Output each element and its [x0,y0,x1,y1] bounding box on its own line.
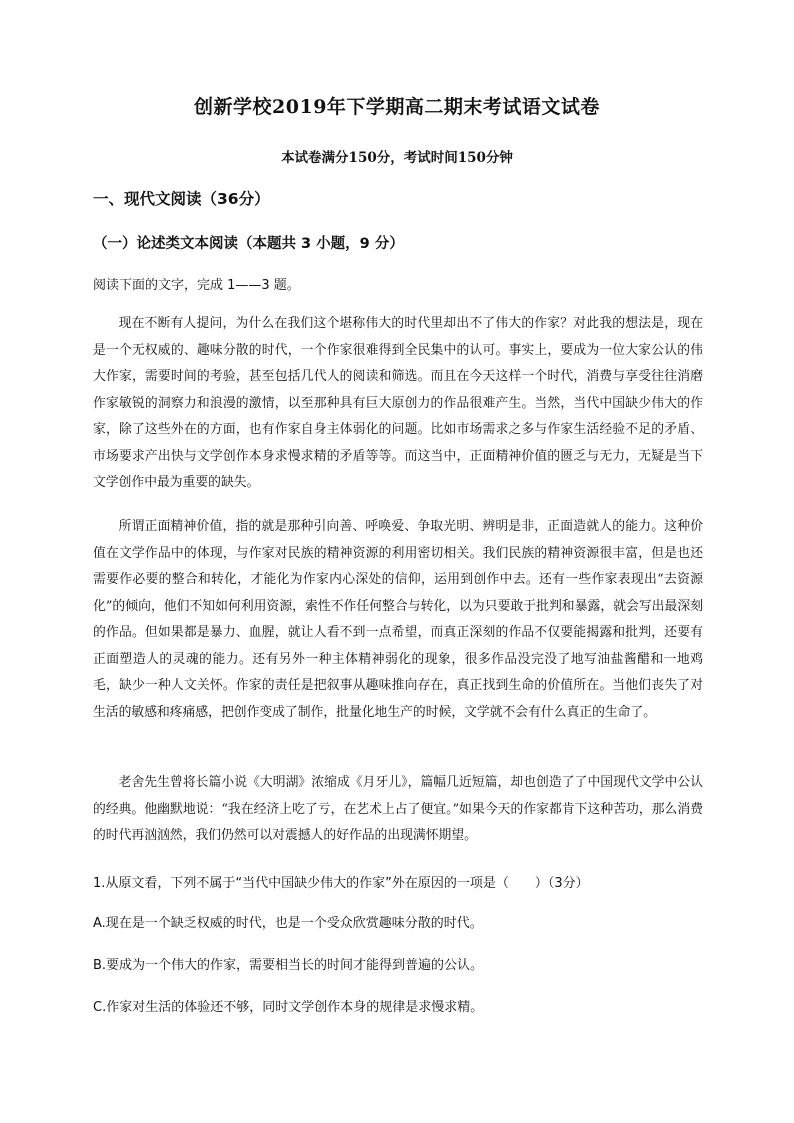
section-heading: 一、现代文阅读（36分） [93,190,270,208]
exam-info: 本试卷满分150分，考试时间150分钟 [281,150,513,166]
option-b: B.要成为一个伟大的作家，需要相当长的时间才能得到普遍的公认。 [93,958,484,973]
reading-instruction: 阅读下面的文字，完成 1——3 题。 [93,278,300,293]
question-stem: 1.从原文看，下列不属于“当代中国缺少伟大的作家”外在原因的一项是（ ）（3分） [93,876,589,891]
option-c: C.作家对生活的体验还不够，同时文学创作本身的规律是求慢求精。 [93,1000,484,1015]
option-a: A.现在是一个缺乏权威的时代，也是一个受众欣赏趣味分散的时代。 [93,916,483,931]
passage-paragraph: 所谓正面精神价值，指的就是那种引向善、呼唤爱、争取光明、辨明是非，正面造就人的能力。这种价值在文学作品中的体现，与作家对民族的精神资源的利用密切相关。我们民族的精神资源很丰富，但是也还需要作必要的整合和转化，才能化为作家内心深处的信仰，运用到创作中去。还有一些作家表现出“去资源化”的倾向，他们不知如何利用资源，索性不作任何整合与转化，以为只要敢于批判和暴露，就会写出最深刻的作品。但如果都是暴力、血腥，就让人看不到一点希望，而真正深刻的作品不仅要能揭露和批判，还要有正面塑造人的灵魂的能力。还有另外一种主体精神弱化的现象，很多作品没完没了地写油盐酱醋和一地鸡毛，缺少一种人文关怀。作家的责任是把叙事从趣味推向存在，真正找到生命的价值所在。当他们丧失了对生活的敏感和疼痛感，把创作变成了制作，批量化地生产的时候，文学就不会有什么真正的生命了。 [93,519,703,720]
page-title: 创新学校2019年下学期高二期末考试语文试卷 [194,96,600,118]
subsection-heading: （一）论述类文本阅读（本题共 3 小题，9 分） [93,236,404,252]
passage-paragraph: 现在不断有人提问，为什么在我们这个堪称伟大的时代里却出不了伟大的作家？对此我的想法是，现在是一个无权威的、趣味分散的时代，一个作家很难得到全民集中的认可。事实上，要成为一位大家公认的伟大作家，需要时间的考验，甚至包括几代人的阅读和筛选。而且在今天这样一个时代，消费与享受往往消磨作家敏锐的洞察力和浪漫的激情，以至那种具有巨大原创力的作品很难产生。当然，当代中国缺少伟大的作家，除了这些外在的方面，也有作家自身主体弱化的问题。比如市场需求之多与作家生活经验不足的矛盾、市场要求产出快与文学创作本身求慢求精的矛盾等等。而这当中，正面精神价值的匮乏与无力，无疑是当下文学创作中最为重要的缺失。 [93,316,703,490]
passage-paragraph: 老舍先生曾将长篇小说《大明湖》浓缩成《月牙儿》，篇幅几近短篇，却也创造了了中国现代文学中公认的经典。他幽默地说：“我在经济上吃了亏，在艺术上占了便宜。”如果今天的作家都肯下这种苦功，那么消费的时代再汹汹然，我们仍然可以对震撼人的好作品的出现满怀期望。 [93,775,703,843]
